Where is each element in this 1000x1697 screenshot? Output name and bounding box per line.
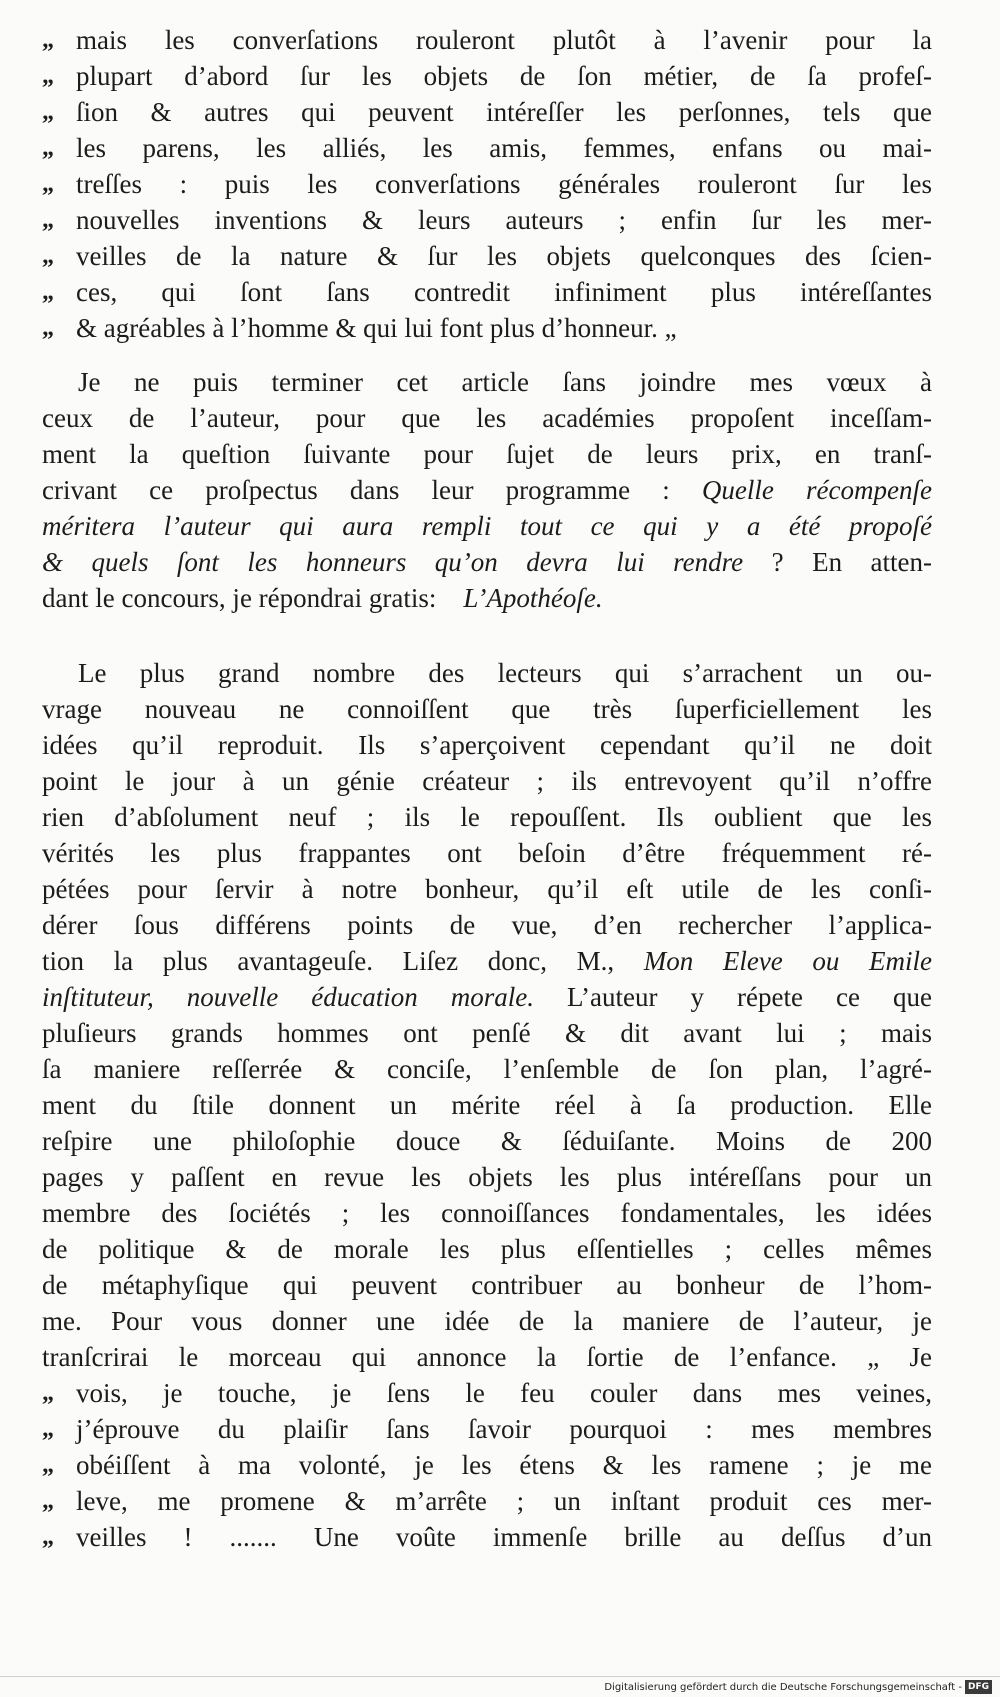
text-line: „ & agréables à l’homme & qui lui font plus d’honneur. „ <box>42 310 932 346</box>
text-line: ſa maniere reſſerrée & conciſe, l’enſemble de ſon plan, l’agré- <box>42 1054 932 1084</box>
text-line: Je ne puis terminer cet article ſans joindre mes vœux à <box>78 367 932 397</box>
text-line: „ ſion & autres qui peuvent intéreſſer les perſonnes, tels que <box>42 94 932 130</box>
text-line: idées qu’il reproduit. Ils s’aperçoivent cependant qu’il ne doit <box>42 730 932 760</box>
text-line: dant le concours, je répondrai gratis: L’Apothéoſe. <box>42 583 603 613</box>
footer-divider <box>0 1676 1000 1677</box>
quote-mark: „ <box>42 1416 54 1442</box>
text-line: „ nouvelles inventions & leurs auteurs ; enfin ſur les mer- <box>42 202 932 238</box>
quote-mark: „ <box>42 1452 54 1478</box>
dfg-logo-icon: DFG <box>965 1680 992 1694</box>
text-line: tion la plus avantageuſe. Liſez donc, M., Mon Eleve ou Emile <box>42 946 932 976</box>
text-line: ceux de l’auteur, pour que les académies propoſent inceſſam- <box>42 403 932 433</box>
text-line: pluſieurs grands hommes ont penſé & dit avant lui ; mais <box>42 1018 932 1048</box>
text-line: crivant ce proſpectus dans leur programme : Quelle récompenſe <box>42 475 932 505</box>
text-line: „ veilles de la nature & ſur les objets quelconques des ſcien- <box>42 238 932 274</box>
text-line: „ veilles ! ....... Une voûte immenſe brille au deſſus d’un <box>42 1519 932 1555</box>
text-line: & quels ſont les honneurs qu’on devra lui rendre ? En atten- <box>42 547 932 577</box>
text-line: Le plus grand nombre des lecteurs qui s’arrachent un ou- <box>78 658 932 688</box>
quote-mark: „ <box>42 171 54 197</box>
quote-mark: „ <box>42 243 54 269</box>
quote-mark: „ <box>42 27 54 53</box>
credit-text: Digitalisierung gefördert durch die Deutsche Forschungsgemeinschaft - <box>604 1682 962 1693</box>
text-line: reſpire une philoſophie douce & ſéduiſante. Moins de 200 <box>42 1126 932 1156</box>
text-line: „ j’éprouve du plaiſir ſans ſavoir pourquoi : mes membres <box>42 1411 932 1447</box>
paragraph-book-review <box>42 655 932 1555</box>
text-line: me. Pour vous donner une idée de la maniere de l’auteur, je <box>42 1306 932 1336</box>
digitization-credit <box>604 1680 992 1695</box>
quote-mark: „ <box>42 315 54 341</box>
quote-mark: „ <box>42 63 54 89</box>
text-line: „ vois, je touche, je ſens le feu couler dans mes veines, <box>42 1375 932 1411</box>
text-line: vrage nouveau ne connoiſſent que très ſuperficiellement les <box>42 694 932 724</box>
text-line: pétées pour ſervir à notre bonheur, qu’il eſt utile de les conſi- <box>42 874 932 904</box>
quote-mark: „ <box>42 279 54 305</box>
text-line: inſtituteur, nouvelle éducation morale. L’auteur y répete ce que <box>42 982 932 1012</box>
paragraph-quoted-continuation <box>42 22 932 346</box>
quote-mark: „ <box>42 1488 54 1514</box>
text-line: „ mais les converſations rouleront plutôt à l’avenir pour la <box>42 22 932 58</box>
text-line: „ leve, me promene & m’arrête ; un inſtant produit ces mer- <box>42 1483 932 1519</box>
text-line: „ plupart d’abord ſur les objets de ſon métier, de ſa profeſ- <box>42 58 932 94</box>
text-line: de métaphyſique qui peuvent contribuer au bonheur de l’hom- <box>42 1270 932 1300</box>
text-line: ment du ſtile donnent un mérite réel à ſa production. Elle <box>42 1090 932 1120</box>
text-line: pages y paſſent en revue les objets les plus intéreſſans pour un <box>42 1162 932 1192</box>
text-line: membre des ſociétés ; les connoiſſances fondamentales, les idées <box>42 1198 932 1228</box>
text-line: „ les parens, les alliés, les amis, femmes, enfans ou mai- <box>42 130 932 166</box>
quote-mark: „ <box>42 99 54 125</box>
text-line: „ obéiſſent à ma volonté, je les étens & les ramene ; je me <box>42 1447 932 1483</box>
quote-mark: „ <box>42 1524 54 1550</box>
text-line: méritera l’auteur qui aura rempli tout ce qui y a été propoſé <box>42 511 932 541</box>
text-line: „ ces, qui ſont ſans contredit infiniment plus intéreſſantes <box>42 274 932 310</box>
quote-mark: „ <box>42 1380 54 1406</box>
text-line: de politique & de morale les plus eſſentielles ; celles mêmes <box>42 1234 932 1264</box>
text-line: vérités les plus frappantes ont beſoin d’être fréquemment ré- <box>42 838 932 868</box>
text-line: dérer ſous différens points de vue, d’en rechercher l’applica- <box>42 910 932 940</box>
text-line: „ treſſes : puis les converſations générales rouleront ſur les <box>42 166 932 202</box>
quote-mark: „ <box>42 207 54 233</box>
text-line: ment la queſtion ſuivante pour ſujet de leurs prix, en tranſ- <box>42 439 932 469</box>
paragraph-academies-prize <box>42 364 932 616</box>
text-line: rien d’abſolument neuf ; ils le repouſſent. Ils oublient que les <box>42 802 932 832</box>
text-line: point le jour à un génie créateur ; ils entrevoyent qu’il n’offre <box>42 766 932 796</box>
quote-mark: „ <box>42 135 54 161</box>
text-line: tranſcrirai le morceau qui annonce la ſortie de l’enfance. „ Je <box>42 1342 932 1372</box>
